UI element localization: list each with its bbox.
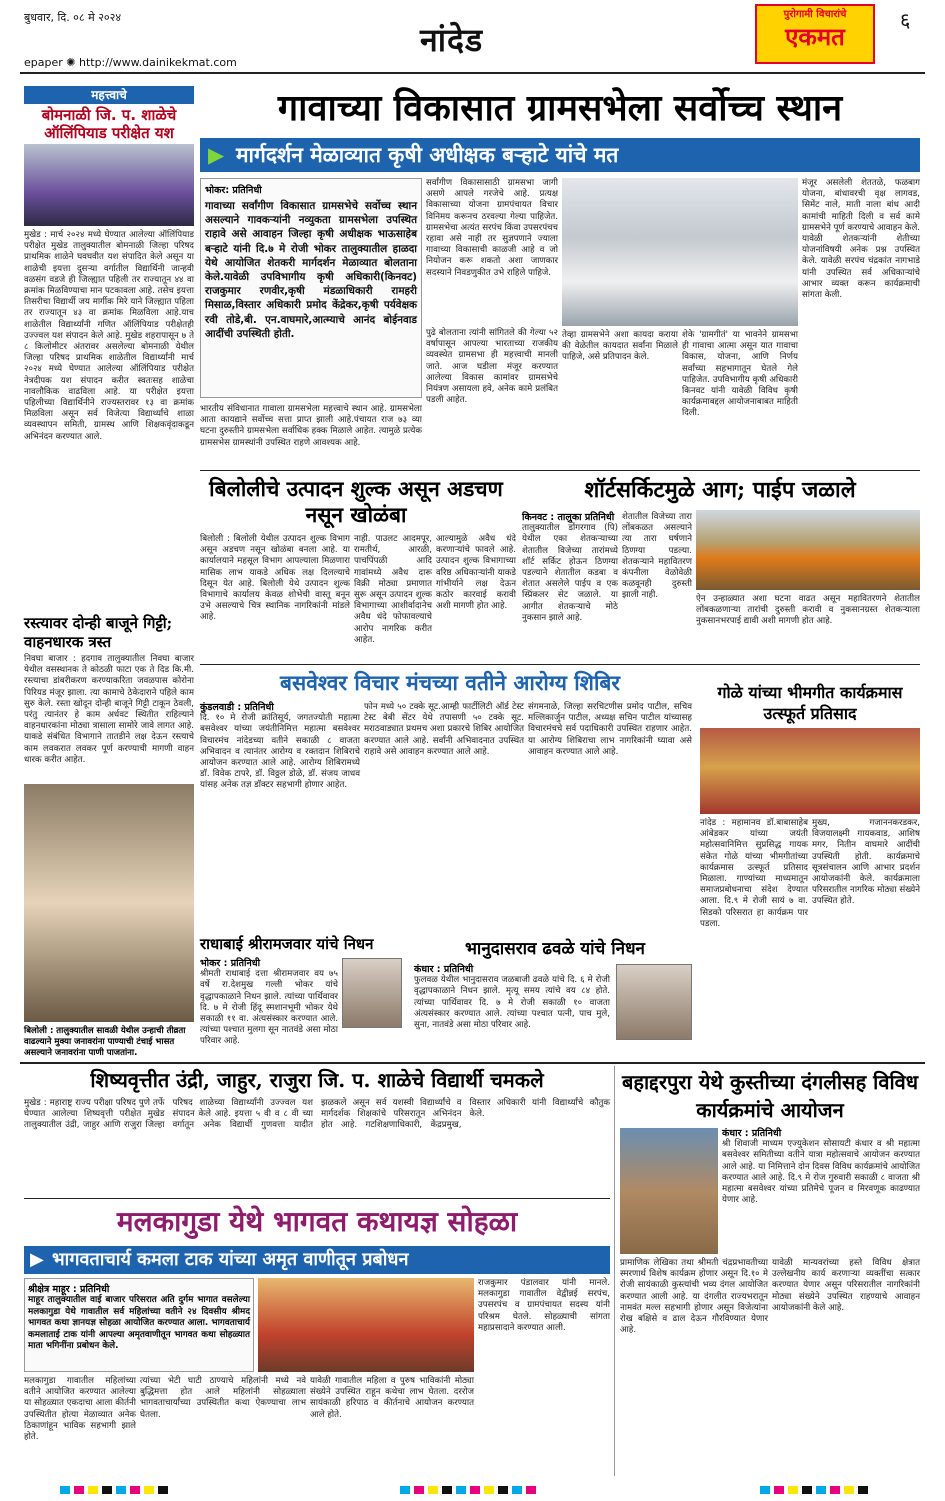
cattle-water-caption: बिलोली : तालुक्यातील सावळी येथील उन्हाची तीव्रता वाढल्याने मुक्या जनावरांना पाण्याची टंचाई भासत असल्याने जनावरांना पाणी पाजतांना. <box>24 1026 186 1058</box>
katha-deck-arrow-icon: ▶ <box>30 1249 44 1270</box>
kusti-text-1-body: श्री शिवाजी माध्यम एज्युकेशन सोसायटी कंधार व श्री महात्मा बसवेश्वर समितीच्या वतीने यात्रा महोत्सवाचे आयोजन करण्यात आले आहे. या निमित्ताने दोन दिवस विविध कार्यक्रमांचे आयोजित करण्यात आले आहे. दि.९ मे रोज गुरुवारी सकाळी ८ वाजता श्री महात्मा बसवेश्वर यांच्या प्रतिमेचे पूजन व मिरवणूक काढण्यात येणार आहे. <box>722 1139 920 1206</box>
kusti-text-2: प्रामाणिक लेखिका तथा श्रीमती चंद्रप्रभावतीच्या स्मरणार्थ विशेष कार्यक्रम होणार असून दि.१० मे रोजी सायंकाळी कुस्त्यांची भव्य दंगल आयोजित करण्यात आली आहे. या दंगलीत राज्यभरातून नामवंत मल्ल सहभागी होणार असून विजेत्यांना रोख बक्षिसे व ढाल देऊन गौरविण्यात येणार आहे. <box>620 1258 768 1336</box>
wrestling-photo <box>620 1128 718 1254</box>
obit2-headline: भानुदासराव ढवळे यांचे निधन <box>464 939 645 959</box>
biloli-text-2: नाही. पाउलट आदमपूर, रामतीर्थ, आरळी, पाचपिंपळी आदि गावांमध्ये अवैध दारू विक्री मोठ्या प्रमाणात सुरू असून उत्पादन शुल्क विभागाच्या आशीर्वादानेच अवैध धंदे फोफावल्याचे आरोप नागरिक करीत आहेत. <box>354 534 432 645</box>
gole-text-2: मुख्य, गजाननकरडकर, विजयालक्ष्मी गायकवाड, आशिष मगर, नितीन वाघमारे आदींची उपस्थिती होती. कार्यक्रमाचे सूत्रसंचालन आणि आभार प्रदर्शन आयोजकांनी केले. कार्यक्रमाला परिसरातील नागरिक मोठ्या संख्येने उपस्थित होते. <box>812 818 920 907</box>
deck-arrow-icon: ▶ <box>208 143 225 167</box>
lead-divider <box>200 470 920 471</box>
katha-top-rule <box>24 1198 610 1199</box>
masthead-divider <box>20 72 925 74</box>
olympiad-story-text: मुखेड : मार्च २०२४ मध्ये घेण्यात आलेल्या ऑलिंपियाड परीक्षेत मुखेड तालुक्यातील बोमनाळी जिल्हा परिषद प्राथमिक शाळेने घवघवीत यश संपादित केले असून या शाळेची इयत्ता दुसऱ्या वर्गातील विद्यार्थिनी जान्हवी वळसंग वडजे ही जिल्ह्यात पहिली तर राज्यातून ४४ वा क्रमांक मिळविण्याचा मान पटकावला आहे. तसेच इयत्ता तिसरीचा विद्यार्थी जय मार्गीक मिरे याने जिल्ह्यात पहिला तर राज्यातून ४३ वा क्रमांक मिळविला आहे.याच शाळेतील विद्यार्थ्यांनी गणित ऑलिंपियाड परीक्षेतही उज्ज्वल यश संपादन केले आहे. मुखेड शहरापासून ७ ते ८ किलोमीटर अंतरावर असलेल्या बोमनाळी येथील जिल्हा परिषद प्राथमिक शाळेतील विद्यार्थ्यांनी मार्च २०२४ मध्ये घेण्यात आलेल्या ऑलिंपियाड परीक्षेत नेत्रदीपक यश संपादन करीत स्वतःसह शाळेचा नावलौकिक वाढविला आहे. या परीक्षेत इयत्ता पहिलीच्या विद्यार्थिनीने राज्यस्तरावर १३ वा क्रमांक मिळविला असून सर्व विजेत्या विद्यार्थ्यांचे शाळा व्यवस्थापन समिती, ग्रामस्थ आणि शिक्षकवृंदाकडून अभिनंदन करण्यात आले. <box>24 230 194 442</box>
fire-text-3: ऐन उन्हाळ्यात अशा घटना वाढत असून महावितरणने शेतातील लोंबकळणाऱ्या तारांची दुरुस्ती करावी व नुकसानग्रस्त शेतकऱ्याला नुकसानभरपाई द्यावी अशी मागणी होत आहे. <box>696 594 920 627</box>
lead-intro-text: गावाच्या सर्वांगीण विकासात ग्रामसभेचे सर्वोच्च स्थान असल्याने गावकऱ्यांनी नव्युकता ग्रामसभेला उपस्थित राहावे असे आवाहन जिल्हा कृषी अधीक्षक भाऊसाहेब बऱ्हाटे यांनी दि.७ मे रोजी भोकर तालुक्यातील हाळदा येथे आयोजित शेतकरी मार्गदर्शन मेळाव्यात बोलताना केले.यावेळी उपविभागीय कृषी अधिकारी(किनवट) राजकुमार रणवीर,कृषी मंडळाधिकारी रामहरी मिसाळ,विस्तार अधिकारी प्रमोद केंद्रेकर,कृषी पर्यवेक्षक रवी तोडे,बी. एन.वाघमारे,आत्म्याचे आनंद बोईनवाड आदींची उपस्थिती होती. <box>205 200 417 340</box>
gole-text-1: नांदेड : महामानव डॉ.बाबासाहेब आंबेडकर यांच्या जयंती महोत्सवानिमित्त सुप्रसिद्ध गायक संकेत गोळे यांच्या भीमगीतांच्या कार्यक्रमास उत्स्फूर्त प्रतिसाद मिळाला. गाण्यांच्या माध्यमातून समाजप्रबोधनाचा संदेश देण्यात आला. दि.९ मे रोजी सायं ७ वा. सिडको परिसरात हा कार्यक्रम पार पडला. <box>700 818 808 929</box>
gole-headline: गोळे यांच्या भीमगीत कार्यक्रमास उत्स्फूर्त प्रतिसाद <box>717 683 903 723</box>
katha-deck <box>24 1246 610 1274</box>
katha-intro-text: माहूर तालुक्यातील वाई बाजार परिसरात अति दुर्गम भागात वसलेल्या मलकागुडा येथे गावातील सर्व महिलांच्या वतीने २४ दिवसीय श्रीमद भागवत कथा ज्ञानयज्ञ सोहळा आयोजित करण्यात आला. भागवताचार्य कमलाताई टाक यांनी आपल्या अमृतवाणीतून भागवत कथा सोहळ्यात माता भगिनींना प्रबोधन केले. <box>28 1295 250 1352</box>
fire-field-photo <box>696 510 920 590</box>
fire-text-2: शेतातील विजेच्या तारा लोंबकळत असल्याने त्या तारा घर्षणाने ठिणग्या पडल्या. शेतकऱ्याने महावितरण कंपनीला वेळोवेळी कळवूनही दुरुस्ती झाली नाही. <box>622 512 692 601</box>
katha-text-2: त्यांच्या भेटी घाटी ठाण्याचे महिलांनी मध्ये नवे बुद्धिमत्ता होत आले महिलांनी सोहळ्याला भागवताचार्यांच्या उपस्थितीत कथा ऐकण्याचा लाभ घेतला. <box>140 1376 306 1420</box>
road-gravel-text: निवघा बाजार : हदगाव तालुक्यातील निवघा बाजार येथील वसस्थानक ते कोठळी फाटा एक ते दिड कि.मी. रस्त्याचा डांबरीकरण करण्याकरिता जवळपास कोरोना पिरियड मंजूर झाला. त्या कामाचे ठेकेदाराने पहिले काम सुरु केले. रस्ता खोदून दोन्ही बाजूने गिट्टी टाकून ठेवली, परंतु त्यानंतर हे काम अर्धवट स्थितीत राहिल्याने वाहनधारकांना मोठ्या त्रासाला सामोरे जावे लागत आहे. याकडे संबंधित विभागाने तातडीने लक्ष देऊन रस्त्याचे काम लवकरात लवकर पूर्ण करण्याची मागणी वाहन धारक करीत आहेत. <box>24 654 194 765</box>
katha-text-4: राजकुमार पंडालवार यांनी मानले. मलकागुडा गावातील वेद्वीन्नई सरपंच, उपसरपंच व ग्रामपंचायत सदस्य यांनी परिश्रम घेतले. सोहळ्याची सांगता महाप्रसादाने करण्यात आली. <box>478 1278 610 1333</box>
lead-photo-caption: तेव्हा ग्रामसभेने अशा कायदा कराया की वेळेतील कायदात सर्वांना मिळाले पाहिजे, असे प्रतिपादन केले. <box>562 330 678 363</box>
mid-divider <box>200 664 920 665</box>
basav-text-1 <box>200 702 360 928</box>
obit1-headline: राधाबाई श्रीरामजवार यांचे निधन <box>200 935 374 953</box>
basav-byline: कुंडलवाडी : प्रतिनिधी <box>200 702 274 713</box>
lead-deck-text: मार्गदर्शन मेळाव्यात कृषी अधीक्षक बऱ्हाटे यांचे मत <box>236 143 619 167</box>
bhanudasrao-portrait <box>616 964 692 1040</box>
olympiad-students-photo <box>24 144 194 226</box>
fire-byline: किनवट : तालुका प्रतिनिधी <box>522 512 615 523</box>
lead-deck <box>200 138 920 172</box>
edition-city: नांदेड <box>420 21 484 59</box>
obit1-text-body: श्रीमती राधाबाई दत्ता श्रीरामजवार वय ७५ वर्षे रा.देशमुख गल्ली भोकर यांचे वृद्धापकाळाने निधन झाले. त्यांच्या पार्थिवावर दि. ७ मे रोजी हिंदू स्मशानभूमी भोकर येथे सकाळी ११ वा. अंत्यसंस्कार करण्यात आले. त्यांच्या पश्चात मुलगा सून नातवंडे असा मोठा परिवार आहे. <box>200 969 338 1047</box>
fire-text-1-body: तालुक्यातील डोंगरगाव (पि) येथील एका शेतकऱ्याच्या शेतातील विजेच्या तारांमध्ये शॉर्ट सर्किट होऊन ठिणग्या पडल्याने शेतातील कडबा व शेतात असलेले पाईप व एक स्प्रिंकलर सेट जळाले. या आगीत शेतकऱ्याचे मोठे नुकसान झाले आहे. <box>522 523 618 623</box>
fire-headline: शॉर्टसर्किटमुळे आग; पाईप जळाले <box>584 477 856 503</box>
scholarship-headline: शिष्यवृत्तीत उंद्री, जाहुर, राजुरा जि. प. शाळेचे विद्यार्थी चमकले <box>90 1068 544 1092</box>
issue-date: बुधवार, दि. ०८ मे २०२४ <box>24 11 122 24</box>
katha-text-1: मलकागुडा गावातील महिलांच्या वतीने आयोजित करण्यात आलेल्या या सोहळ्यात एकदाचा आला कीर्तनी उपस्थितीत होत्या मेळाव्यात अनेक ठिकाणांहून भाविक सहभागी झाले होते. <box>24 1376 136 1443</box>
lead-headline: गावाच्या विकासात ग्रामसभेला सर्वोच्च स्थान <box>277 87 843 129</box>
basav-headline: बसवेश्वर विचार मंचच्या वतीने आरोग्य शिबिर <box>280 670 620 695</box>
katha-headline: मलकागुडा येथे भागवत कथायज्ञ सोहळा <box>116 1205 518 1238</box>
fire-text-1 <box>522 512 618 660</box>
radhabai-portrait <box>342 958 402 1028</box>
kusti-headline: बहाद्दरपुरा येथे कुस्तीच्या दंगलीसह विविध कार्यक्रमांचे आयोजन <box>621 1070 919 1122</box>
obit2-text <box>414 964 610 1056</box>
katha-intro-box <box>24 1278 254 1372</box>
lower-divider <box>20 1062 925 1064</box>
basav-text-1-body: दि. १० मे रोजी क्रांतिसूर्य, जगतज्योती महात्मा बसवेश्वर यांच्या जयंतीनिमित्त महात्मा बसवेश्वर विचारमंच नांदेडच्या वतीने सकाळी ८ वाजता अभिवादन व त्यानंतर आरोग्य व रक्तदान शिबिराचे आयोजन करण्यात आले आहे. आरोग्य शिबिरामध्ये डॉ. विवेक टापरे, डॉ. विठ्ठल डोळे, डॉ. संजय जाधव यांसह अनेक तज्ञ डॉक्टर सहभागी होणार आहेत. <box>200 713 360 791</box>
katha-text-3: यावेळी गावातील महिला व पुरुष भाविकांनी मोठ्या संख्येने उपस्थित राहून कथेचा लाभ घेतला. दररोज सायंकाळी हरिपाठ व कीर्तनाचे आयोजन करण्यात आले होते. <box>310 1376 474 1420</box>
scholarship-text: मुखेड : महाराष्ट्र राज्य परीक्षा परिषद पुणे तर्फे घेण्यात आलेल्या शिष्यवृत्ती परीक्षेत मुखेड तालुक्यातील उंद्री, जाहुर आणि राजुरा जिल्हा परिषद शाळेच्या विद्यार्थ्यांनी उज्ज्वल यश संपादन केले आहे. इयत्ता ५ वी व ८ वी च्या वर्गातून अनेक विद्यार्थी गुणवत्ता यादीत झळकले असून सर्व यशस्वी विद्यार्थ्यांचे व मार्गदर्शक शिक्षकांचे परिसरातून अभिनंदन होत आहे. गटशिक्षणाधिकारी, केंद्रप्रमुख, विस्तार अधिकारी यांनी विद्यार्थ्यांचे कौतुक केले. <box>24 1098 610 1131</box>
katha-photo <box>258 1278 474 1372</box>
obit1-byline: भोकर : प्रतिनिधी <box>200 958 261 969</box>
lead-meeting-photo <box>562 178 798 326</box>
masthead <box>0 0 945 72</box>
obit2-text-body: फुलवळ येथील भानुदासराव जळबाजी ढवळे यांचे दि. ६ मे रोजी वृद्धापकाळाने निधन झाले. मृत्यू समय त्यांचे वय ८४ होते. त्यांच्या पार्थिवावर दि. ७ मे रोजी सकाळी १० वाजता अंत्यसंस्कार करण्यात आले. त्यांच्या पश्चात पत्नी, पाच मुले, सुना, नातवंडे असा मोठा परिवार आहे. <box>414 975 610 1031</box>
biloli-headline: बिलोलीचे उत्पादन शुल्क असून अडचण नसून खोळंबा <box>209 476 503 527</box>
lead-col-b2: पुढे बोलताना त्यांनी सांगितले की गेल्या ५२ वर्षापासून आपल्या भारताच्या राजकीय व्यवस्थेत ग्रामसभा ही महत्त्वाची मानली जाते. आज घडीला मंजूर करण्यात आलेल्या विकास कामांवर ग्रामसभेचे नियंत्रण असायला हवे, अनेक कामे प्रलंबित पडली आहेत. <box>426 328 558 406</box>
basav-text-2: फोन मध्ये ५० टक्के सूट.आम्ही फार्टीलिटी ऑर्ड टेस्ट टेस्ट बेबी सेंटर येथे तपासणी ५० टक्के सूट. मराठवाड्यात प्रथमच अशा प्रकारचे शिबिर आयोजित करण्यात आले आहे. सर्वांनी अभिवादनात उपस्थित राहावे असे आवाहन करण्यात आले आहे. <box>364 702 524 757</box>
sidebar-section-label: महत्त्वाचे <box>24 86 194 104</box>
katha-deck-text: भागवताचार्य कमला टाक यांच्या अमृत वाणीतून प्रबोधन <box>52 1249 409 1270</box>
ekmat-logo <box>755 4 875 64</box>
biloli-text-1: बिलोली : बिलोली येथील उत्पादन शुल्क विभाग असून अडचण नसून खोळंबा बनला आहे. या कार्यालयाने महसूल विभाग आपल्याला मिळणारा मासिक लाभ याकडे अधिक लक्ष दिलल्याचे दिसून येत आहे. बिलोली येथे उत्पादन शुल्क विभागाचे कार्यालय केवळ शोभेची वास्तू बनून उभे असल्याचे चित्र स्थानिक नागरिकांनी मांडले आहे. <box>200 534 350 623</box>
lead-col-b: सर्वांगीण विकासासाठी ग्रामसभा जागी असणे आपले गरजेचे आहे. प्रत्यक्ष विकासाच्या योजना ग्रामपंचायत विचार विनिमय करूनच ठरवल्या गेल्या पाहिजेत. ग्रामसभेचा अत्यंत सरपंच किंवा उपसरपंचच रहावा असे नाही तर सुज्ञपणाने ज्याला गावाच्या विकासाची काळजी आहे व जो नियोजन करू शकतो अशा जाणकार सदस्याने निवडणुकीत उभे राहिले पाहिजे. <box>426 178 558 278</box>
katha-byline: श्रीक्षेत्र माहूर : प्रतिनिधी <box>28 1284 110 1295</box>
obit2-byline: कंधार : प्रतिनिधी <box>414 964 474 975</box>
lead-col-c: शेके 'ग्रामगीतं' या भावनेने ग्रामसभा ही गावाचा आत्मा असून यात गावाचा विकास, योजना, आणि निर्णय सर्वांच्या सहभागातून घेतले गेले पाहिजेत. उपविभागीय कृषी अधिकारी किनवट यांनी यावेळी विविध कृषी कार्यक्रमाबद्दल आयोजनाबाबत माहिती दिली. <box>682 330 798 419</box>
cattle-water-photo <box>24 784 194 1022</box>
road-gravel-headline: रस्त्यावर दोन्ही बाजूने गिट्टी; वाहनधारक त्रस्त <box>24 614 173 651</box>
kusti-text-3: यावेळी मान्यवरांच्या हस्ते विविध क्षेत्रात उल्लेखनीय कार्य करणाऱ्या व्यक्तींचा सत्कार करण्यात येणार असून परिसरातील नागरिकांनी मोठ्या संख्येने उपस्थित राहण्याचे आवाहन आयोजकांनी केले आहे. <box>772 1258 920 1313</box>
lead-col-d: मंजूर असलेली शेततळे, फळबाग योजना, बांधावरची वृक्ष लागवड, सिमेंट नाले, माती नाला बांध आदी कामांची माहिती दिली व सर्व कामे ग्रामसभेने पूर्ण करण्याचे आवाहन केले. यावेळी शेतकऱ्यांनी शेतीच्या योजनांविषयी अनेक प्रश्न उपस्थित केले. यावेळी सरपंच चंद्रकांत नागभाडे यांनी उपस्थित सर्व अधिकाऱ्यांचे आभार व्यक्त करून कार्यक्रमाची सांगता केली. <box>802 178 920 301</box>
lead-col-a: भारतीय संविधानात गावाला ग्रामसभेला महत्त्वाचे स्थान आहे. ग्रामसभेला आता कायद्याने सर्वोच्च सत्ता प्राप्त झाली आहे.पंचायत राज ७३ व्या घटना दुरुस्तीने ग्रामसभेला सर्वाधिक हक्क मिळाले आहेत. त्यामुळे प्रत्येक ग्रामसभेस ग्रामस्थांनी उपस्थित राहणे आवश्यक आहे. <box>200 404 422 448</box>
basav-text-3: संगमनाळे, जिल्हा सरचिटणीस प्रमोद पाटील, सचिव मल्लिकार्जुन पाटील, अध्यक्ष सचिन पाटील यांच्यासह विचारमंचचे सर्व पदाधिकारी उपस्थित राहणार आहेत. या आरोग्य शिबिराचा लाभ नागरिकांनी घ्यावा असे आवाहन करण्यात आले आहे. <box>528 702 692 757</box>
gole-crowd-photo <box>700 728 920 814</box>
kusti-byline: कंधार : प्रतिनिधी <box>722 1128 782 1139</box>
kusti-text-1 <box>722 1128 920 1254</box>
page-number: ६ <box>900 8 911 32</box>
biloli-text-3: आल्यामुळे अवैध धंदे करणाऱ्यांचे फावले आहे. उत्पादन शुल्क विभागाच्या वरिष्ठ अधिकाऱ्यांनी याकडे गांभीर्याने लक्ष देऊन कठोर कारवाई करावी अशी मागणी होत आहे. <box>436 534 516 612</box>
logo-tagline: पुरोगामी विचारांचे <box>783 9 847 20</box>
print-color-bar-center <box>400 1486 540 1494</box>
epaper-url[interactable]: epaper ✺ http://www.dainikekmat.com <box>24 56 237 69</box>
kusti-column-rule <box>614 1066 615 1476</box>
obit1-text <box>200 958 338 1056</box>
lead-intro-box <box>200 178 422 398</box>
logo-brand: एकमत <box>785 22 845 51</box>
olympiad-headline: बोमनाळी जि. प. शाळेचे ऑलिंपियाड परीक्षेत यश <box>41 106 177 142</box>
lead-byline: भोकर: प्रतिनिधी <box>205 185 262 196</box>
print-color-bar-left <box>60 1486 170 1494</box>
print-color-bar-right <box>760 1486 870 1494</box>
